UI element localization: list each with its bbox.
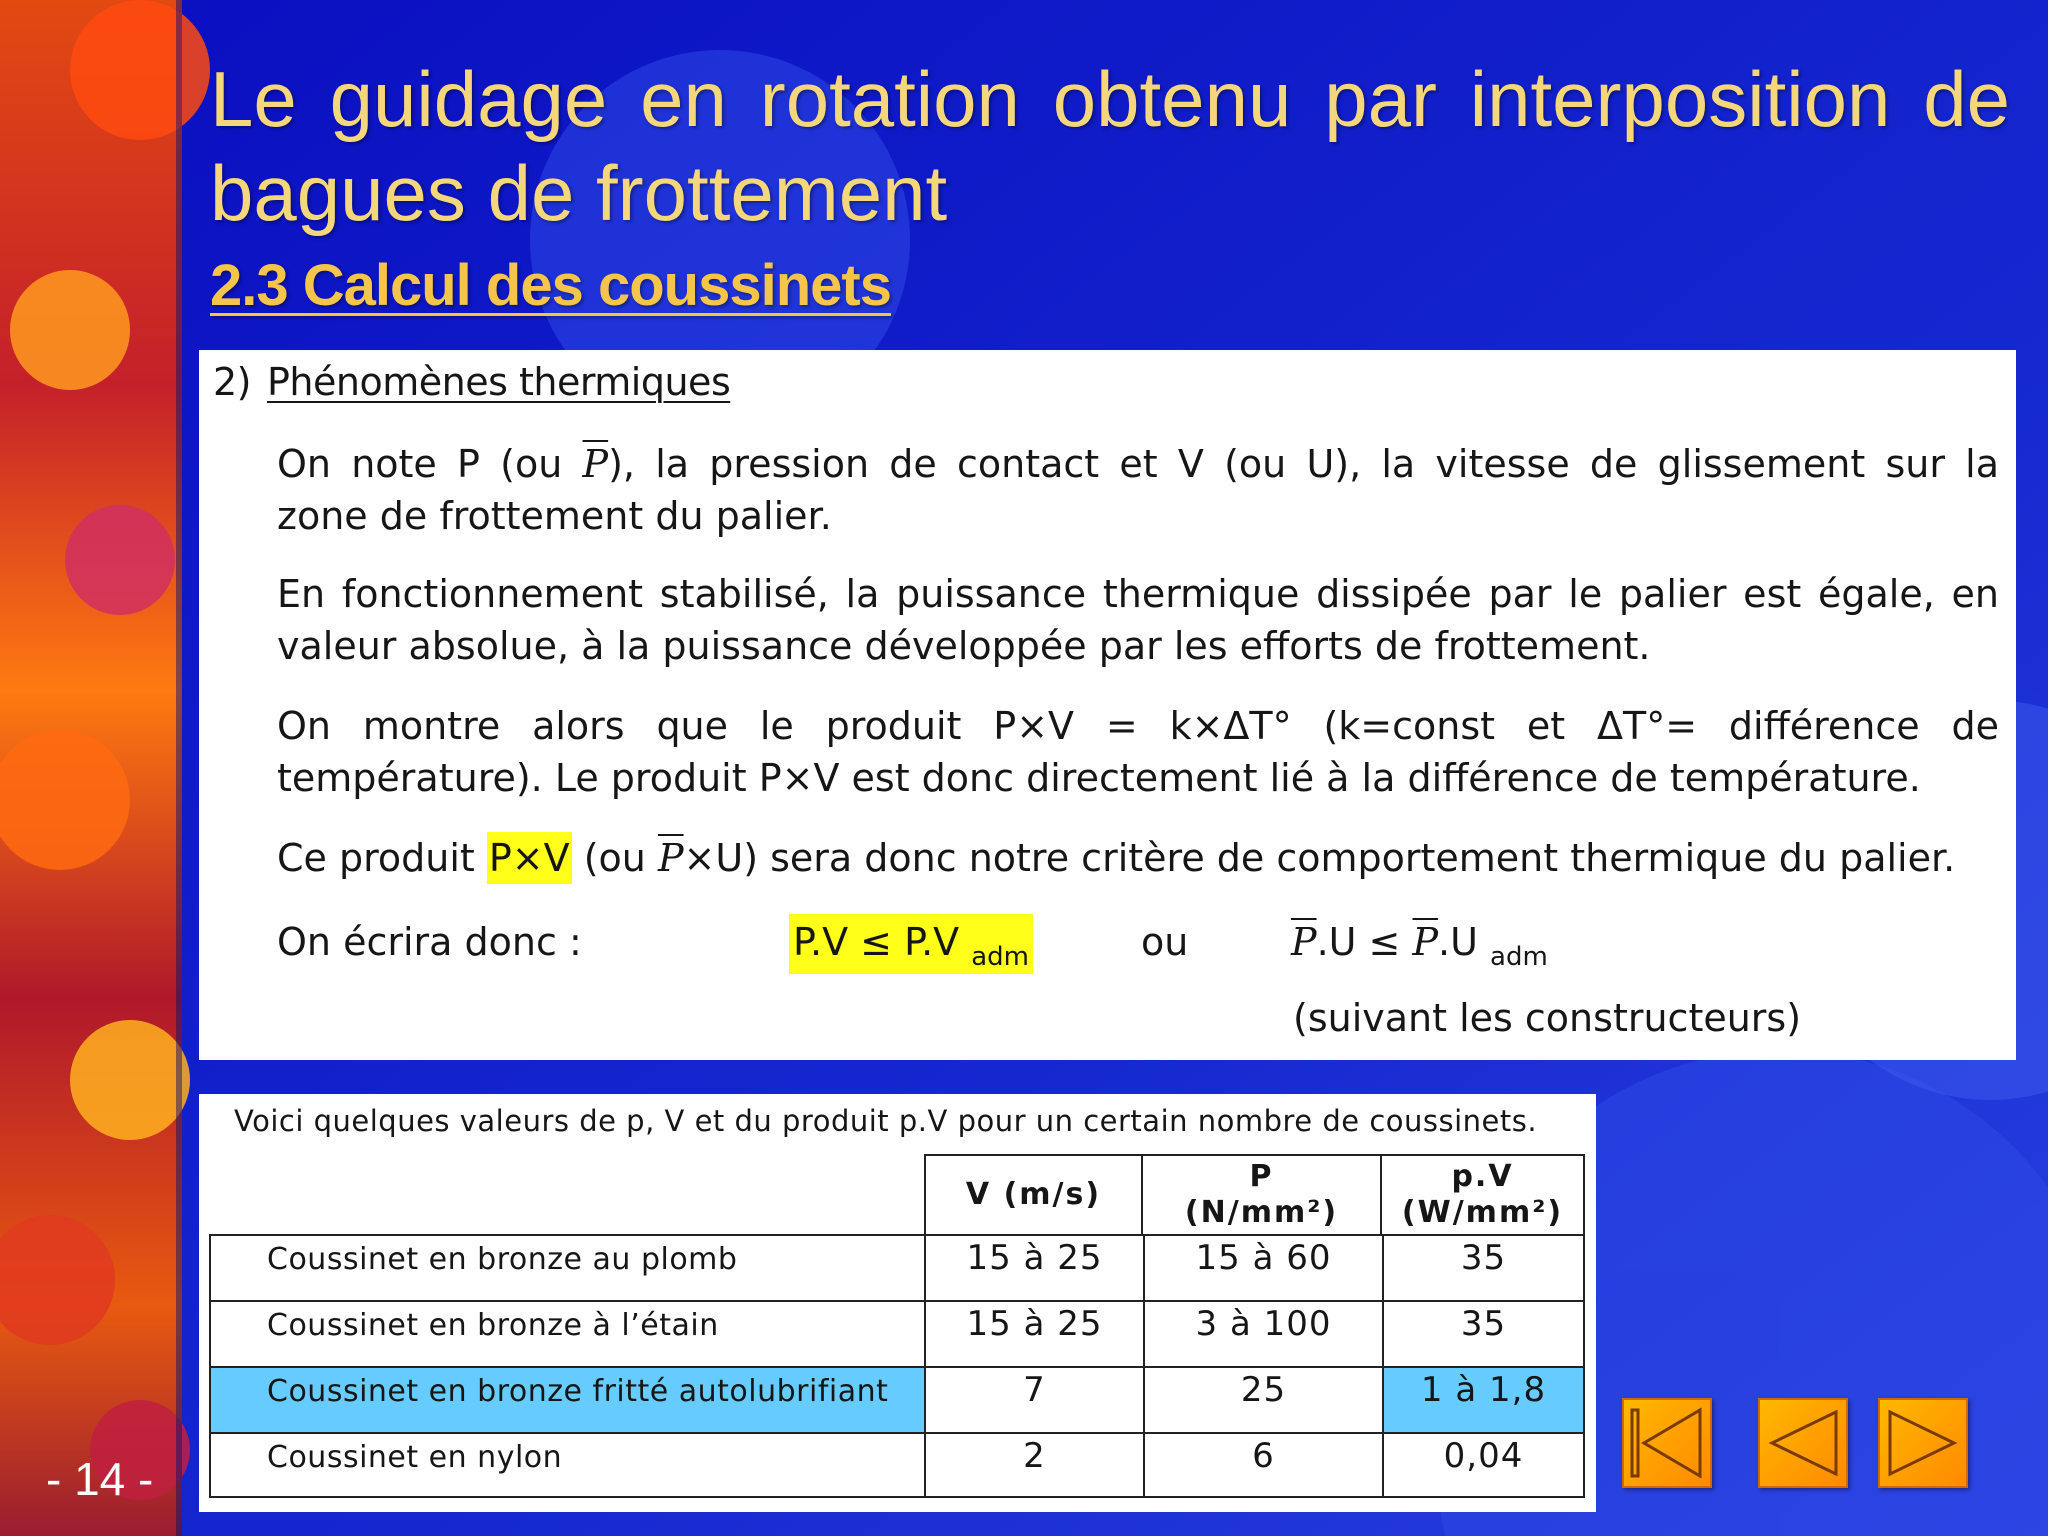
paragraph-text: On montre alors que le produit P×V = k×ΔT° (k=const et ΔT°= différence de (277, 704, 1999, 748)
slide-subtitle: 2.3 Calcul des coussinets (210, 253, 891, 318)
formula-text: .U ≤ (1316, 920, 1413, 964)
paragraph-text: température). Le produit P×V est donc directement lié à la différence de température. (277, 756, 1921, 800)
section-number: 2) (213, 360, 252, 404)
table-cell-v: 15 à 25 (924, 1300, 1143, 1366)
paragraph-text: ×U) sera donc notre critère de comportement thermique du palier. (683, 836, 1956, 880)
header-p-label: (N/mm²) (1184, 1195, 1339, 1230)
formula-note: (suivant les constructeurs) (1293, 996, 1802, 1040)
table-cell-pv: 0,04 (1382, 1432, 1585, 1498)
paragraph-text: En fonctionnement stabilisé, la puissance thermique dissipée par le palier est égale, en (277, 572, 1999, 616)
first-slide-icon (1624, 1400, 1710, 1486)
table-row-label: Coussinet en bronze à l’étain (209, 1300, 924, 1366)
section-heading-text: Phénomènes thermiques (267, 360, 731, 404)
section-heading (213, 360, 730, 404)
header-pv-label: p.V (1451, 1159, 1514, 1194)
header-pv-label: (W/mm²) (1401, 1195, 1564, 1230)
table-cell-pv: 1 à 1,8 (1382, 1366, 1585, 1432)
slide-title-line1: Le guidage en rotation obtenu par interposition de (210, 55, 2010, 143)
previous-slide-icon (1760, 1400, 1846, 1486)
formula-adm-subscript: adm (971, 942, 1029, 972)
paragraph-notation (277, 438, 1999, 542)
formula-alt (1291, 916, 1691, 983)
slide-title (210, 52, 2010, 240)
formula-adm-subscript: adm (1490, 942, 1548, 972)
paragraph-text: (ou (571, 836, 658, 880)
paragraph-text: On note P (ou (277, 442, 583, 486)
table-cell-p: 25 (1143, 1366, 1382, 1432)
first-slide-button[interactable] (1622, 1398, 1712, 1488)
table-cell-pv: 35 (1382, 1234, 1585, 1300)
paragraph-text: ), la pression de contact et V (ou U), la vitesse de glissement sur la (608, 442, 1999, 486)
formula-pv: P.V ≤ P.V (793, 920, 960, 964)
header-v (924, 1154, 1143, 1234)
header-p (1143, 1154, 1382, 1234)
header-p-label: P (1249, 1159, 1274, 1194)
p-bar-symbol: $\overline{P}$ (1412, 920, 1439, 964)
formula-condition (789, 916, 1089, 983)
p-bar-symbol: $\overline{P}$ (657, 836, 684, 880)
page-number: - 14 - (46, 1453, 154, 1505)
next-slide-icon (1880, 1400, 1966, 1486)
slide-title-line2: bagues de frottement (210, 149, 948, 237)
header-pv (1382, 1154, 1585, 1234)
paragraph-stabilized (277, 568, 1999, 672)
p-bar-symbol: $\overline{P}$ (1291, 920, 1317, 964)
table-cell-v: 15 à 25 (924, 1234, 1143, 1300)
paragraph-text: valeur absolue, à la puissance développée par les efforts de frottement. (277, 624, 1651, 668)
table-row-label: Coussinet en bronze au plomb (209, 1234, 924, 1300)
paragraph-text: Ce produit (277, 836, 487, 880)
previous-slide-button[interactable] (1758, 1398, 1848, 1488)
paragraph-text: zone de frottement du palier. (277, 494, 832, 538)
formula-intro: On écrira donc : (277, 920, 582, 964)
paragraph-product (277, 700, 1999, 804)
values-table-box (199, 1094, 1596, 1512)
header-v-label: V (m/s) (965, 1177, 1102, 1212)
next-slide-button[interactable] (1878, 1398, 1968, 1488)
formula-or: ou (1141, 920, 1189, 964)
table-cell-p: 15 à 60 (1143, 1234, 1382, 1300)
table-cell-pv: 35 (1382, 1300, 1585, 1366)
table-cell-p: 3 à 100 (1143, 1300, 1382, 1366)
table-row-label: Coussinet en bronze fritté autolubrifiant (209, 1366, 924, 1432)
content-panel (199, 350, 2016, 1060)
table-row-label: Coussinet en nylon (209, 1432, 924, 1498)
table-cell-v: 7 (924, 1366, 1143, 1432)
formula-text: .U (1438, 920, 1478, 964)
highlight-pv: P×V (487, 832, 572, 884)
paragraph-criterion (277, 832, 1999, 884)
table-caption: Voici quelques valeurs de p, V et du produit p.V pour un certain nombre de coussinets. (234, 1104, 1538, 1138)
p-bar-symbol: $\overline{P}$ (582, 442, 609, 486)
table-cell-p: 6 (1143, 1432, 1382, 1498)
table-cell-v: 2 (924, 1432, 1143, 1498)
